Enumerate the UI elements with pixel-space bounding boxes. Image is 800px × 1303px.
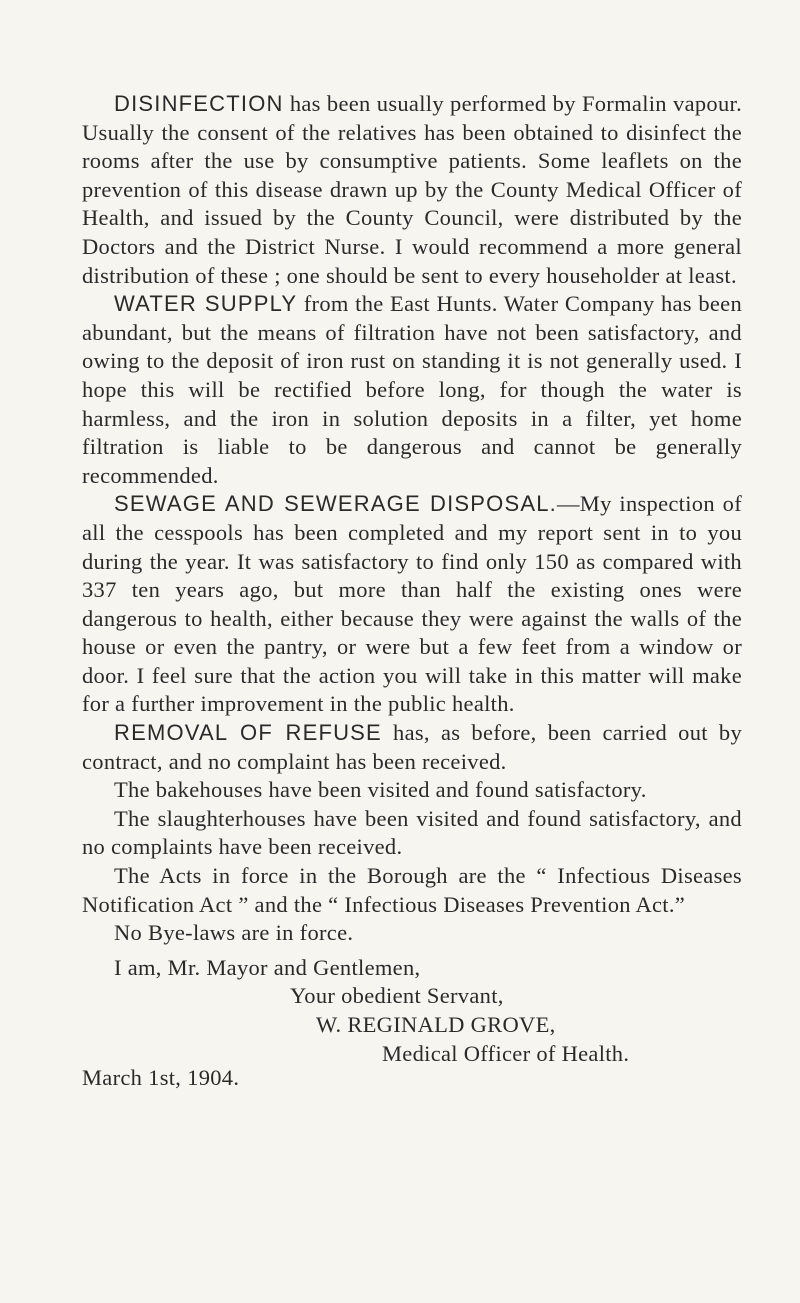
paragraph-text: No Bye-laws are in force. [114,920,354,946]
paragraph-bye-laws [82,919,742,948]
paragraph-water-supply [82,290,742,490]
paragraph-sewage [82,490,742,719]
paragraph-text: has been usually performed by Formalin vapour. Usually the consent of the relatives has been obtained to disinfect the rooms after the use by consumptive patients. Some leaflets on the prevention of this disease drawn up by the County Medical Officer of Health, and issued by the County Council, were distributed by the Doctors and the District Nurse. I would recommend a more general distribution of these ; one should be sent to every householder at least. [82,91,742,288]
paragraph-text: The Acts in force in the Borough are the “ Infectious Diseases Notification Act ” and the “ Infectious Diseases Prevention Act.” [82,863,742,917]
paragraph-text: —My inspection of all the cesspools has been completed and my report sent in to you during the year. It was satisfactory to find only 150 as compared with 337 ten years ago, but more than half the existing ones were dangerous to health, either because they were against the walls of the house or even the pantry, or were but a few feet from a window or door. I feel sure that the action you will take in this matter will make for a further improvement in the public health. [82,491,742,717]
heading-water-supply: WATER SUPPLY [114,291,298,317]
signature-name: W. REGINALD GROVE, [316,1012,556,1037]
heading-refuse: REMOVAL OF REFUSE [114,720,382,746]
heading-sewage: SEWAGE AND SEWERAGE DISPOSAL. [114,491,557,517]
paragraph-disinfection [82,90,742,290]
signature-title: Medical Officer of Health. [382,1040,630,1066]
document-body [82,90,742,1093]
paragraph-text: has, as before, been carried out by contract, and no complaint has been received. [82,720,742,774]
paragraph-acts [82,862,742,919]
paragraph-text: from the East Hunts. Water Company has been abundant, but the means of filtration have not been satisfactory, and owing to the deposit of iron rust on standing it is not generally used. I hope this will be rectified before long, for though the water is harmless, and the iron in solution deposits in a filter, yet home filtration is liable to be dangerous and cannot be generally recommended. [82,291,742,488]
closing-salutation: I am, Mr. Mayor and Gentlemen, [114,954,421,980]
paragraph-text: The bakehouses have been visited and found satisfactory. [114,777,647,803]
paragraph-text: The slaughterhouses have been visited and found satisfactory, and no complaints have been received. [82,805,742,860]
paragraph-bakehouses [82,776,742,805]
closing-complimentary: Your obedient Servant, [290,983,504,1009]
paragraph-slaughterhouses [82,805,742,862]
paragraph-refuse [82,719,742,776]
heading-disinfection: DISINFECTION [114,91,284,116]
document-date: March 1st, 1904. [82,1065,240,1091]
